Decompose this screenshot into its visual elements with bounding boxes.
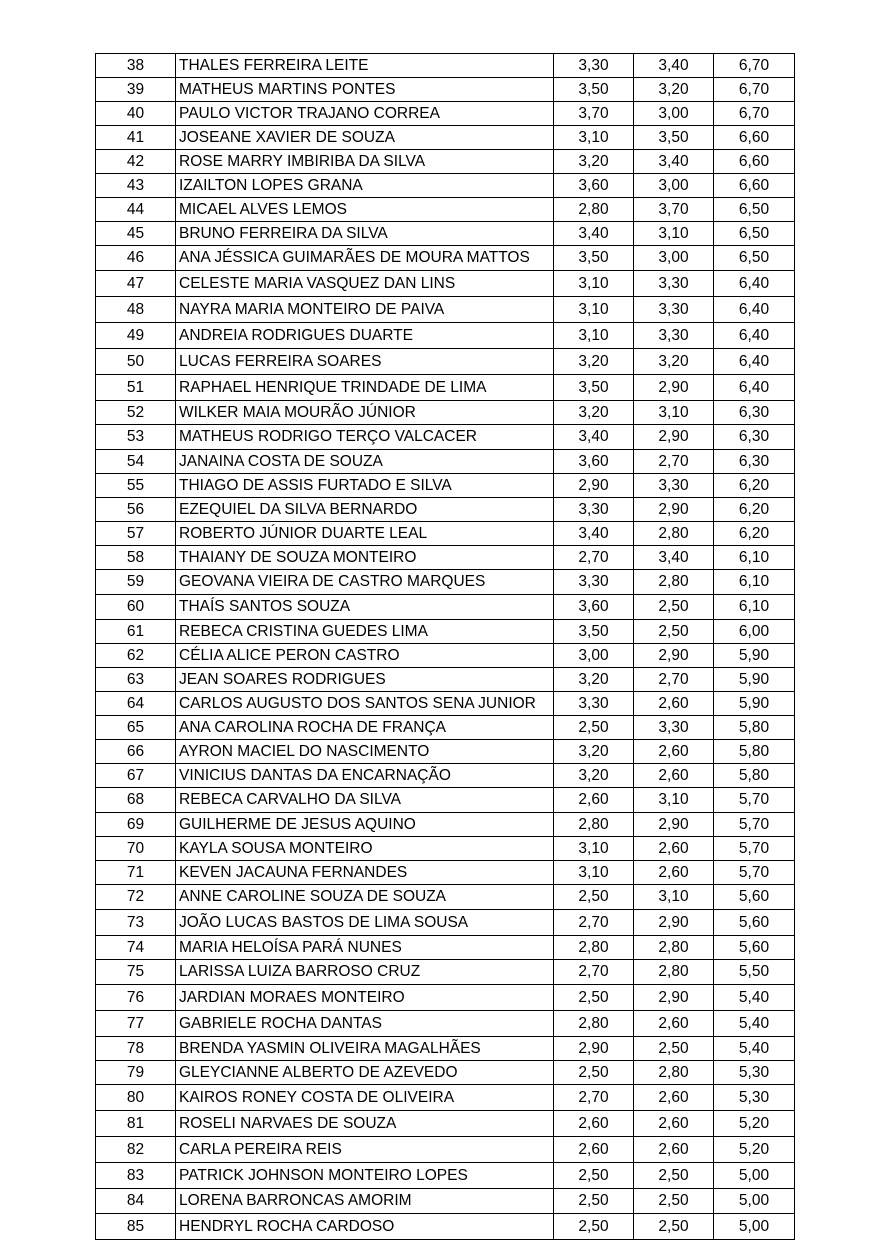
- score-1-cell: 2,80: [554, 198, 634, 222]
- score-2-cell: 2,90: [634, 375, 714, 401]
- name-cell: JEAN SOARES RODRIGUES: [176, 668, 554, 692]
- table-row: [96, 474, 795, 498]
- total-cell: 6,60: [714, 126, 795, 150]
- score-1-cell: 2,50: [554, 885, 634, 910]
- score-2-cell: 2,80: [634, 522, 714, 546]
- total-cell: 6,70: [714, 54, 795, 78]
- score-2-cell: 2,60: [634, 1085, 714, 1111]
- name-cell: CÉLIA ALICE PERON CASTRO: [176, 644, 554, 668]
- score-1-cell: 3,60: [554, 595, 634, 620]
- rank-cell: 81: [96, 1111, 176, 1137]
- score-2-cell: 2,50: [634, 1163, 714, 1189]
- score-1-cell: 3,30: [554, 498, 634, 522]
- total-cell: 6,30: [714, 401, 795, 425]
- score-1-cell: 3,50: [554, 620, 634, 644]
- total-cell: 5,20: [714, 1137, 795, 1163]
- table-row: [96, 546, 795, 570]
- name-cell: LARISSA LUIZA BARROSO CRUZ: [176, 960, 554, 985]
- name-cell: LUCAS FERREIRA SOARES: [176, 349, 554, 375]
- rank-cell: 85: [96, 1214, 176, 1240]
- score-1-cell: 3,00: [554, 644, 634, 668]
- score-2-cell: 2,60: [634, 764, 714, 788]
- total-cell: 6,00: [714, 620, 795, 644]
- name-cell: BRENDA YASMIN OLIVEIRA MAGALHÃES: [176, 1037, 554, 1061]
- total-cell: 5,80: [714, 764, 795, 788]
- score-2-cell: 2,60: [634, 1137, 714, 1163]
- total-cell: 6,40: [714, 323, 795, 349]
- table-row: [96, 54, 795, 78]
- rank-cell: 49: [96, 323, 176, 349]
- score-2-cell: 3,30: [634, 474, 714, 498]
- score-1-cell: 2,80: [554, 813, 634, 837]
- table-row: [96, 985, 795, 1011]
- score-2-cell: 3,00: [634, 102, 714, 126]
- score-2-cell: 2,90: [634, 425, 714, 450]
- total-cell: 5,60: [714, 910, 795, 936]
- total-cell: 5,90: [714, 668, 795, 692]
- rank-cell: 77: [96, 1011, 176, 1037]
- score-2-cell: 3,30: [634, 271, 714, 297]
- score-2-cell: 3,40: [634, 54, 714, 78]
- table-row: [96, 716, 795, 740]
- score-1-cell: 2,60: [554, 788, 634, 813]
- score-1-cell: 2,80: [554, 936, 634, 960]
- score-2-cell: 2,50: [634, 620, 714, 644]
- score-1-cell: 3,60: [554, 450, 634, 474]
- rank-cell: 57: [96, 522, 176, 546]
- score-1-cell: 3,10: [554, 861, 634, 885]
- rank-cell: 65: [96, 716, 176, 740]
- total-cell: 6,50: [714, 198, 795, 222]
- score-2-cell: 2,80: [634, 570, 714, 595]
- name-cell: MARIA HELOÍSA PARÁ NUNES: [176, 936, 554, 960]
- rank-cell: 69: [96, 813, 176, 837]
- rank-cell: 70: [96, 837, 176, 861]
- rank-cell: 83: [96, 1163, 176, 1189]
- score-2-cell: 3,30: [634, 297, 714, 323]
- name-cell: PAULO VICTOR TRAJANO CORREA: [176, 102, 554, 126]
- rank-cell: 79: [96, 1061, 176, 1085]
- score-2-cell: 2,50: [634, 595, 714, 620]
- score-2-cell: 2,50: [634, 1189, 714, 1214]
- score-2-cell: 2,80: [634, 936, 714, 960]
- score-1-cell: 2,70: [554, 960, 634, 985]
- table-row: [96, 1011, 795, 1037]
- score-2-cell: 3,10: [634, 222, 714, 246]
- score-2-cell: 3,10: [634, 885, 714, 910]
- name-cell: RAPHAEL HENRIQUE TRINDADE DE LIMA: [176, 375, 554, 401]
- name-cell: MATHEUS RODRIGO TERÇO VALCACER: [176, 425, 554, 450]
- rank-cell: 60: [96, 595, 176, 620]
- name-cell: JOÃO LUCAS BASTOS DE LIMA SOUSA: [176, 910, 554, 936]
- score-1-cell: 2,70: [554, 546, 634, 570]
- table-row: [96, 813, 795, 837]
- name-cell: KAIROS RONEY COSTA DE OLIVEIRA: [176, 1085, 554, 1111]
- table-row: [96, 1111, 795, 1137]
- total-cell: 6,20: [714, 522, 795, 546]
- total-cell: 5,70: [714, 813, 795, 837]
- rank-cell: 46: [96, 246, 176, 271]
- score-1-cell: 2,90: [554, 1037, 634, 1061]
- rank-cell: 82: [96, 1137, 176, 1163]
- score-1-cell: 3,20: [554, 349, 634, 375]
- total-cell: 6,70: [714, 78, 795, 102]
- score-1-cell: 3,50: [554, 375, 634, 401]
- score-1-cell: 2,50: [554, 716, 634, 740]
- table-row: [96, 910, 795, 936]
- total-cell: 5,80: [714, 716, 795, 740]
- total-cell: 6,20: [714, 498, 795, 522]
- name-cell: GEOVANA VIEIRA DE CASTRO MARQUES: [176, 570, 554, 595]
- table-row: [96, 861, 795, 885]
- table-row: [96, 885, 795, 910]
- name-cell: ROSE MARRY IMBIRIBA DA SILVA: [176, 150, 554, 174]
- rank-cell: 40: [96, 102, 176, 126]
- score-1-cell: 2,50: [554, 985, 634, 1011]
- name-cell: ANNE CAROLINE SOUZA DE SOUZA: [176, 885, 554, 910]
- total-cell: 6,50: [714, 246, 795, 271]
- rank-cell: 71: [96, 861, 176, 885]
- rank-cell: 61: [96, 620, 176, 644]
- score-2-cell: 2,50: [634, 1037, 714, 1061]
- total-cell: 6,40: [714, 271, 795, 297]
- rank-cell: 67: [96, 764, 176, 788]
- table-row: [96, 692, 795, 716]
- total-cell: 6,40: [714, 375, 795, 401]
- table-row: [96, 349, 795, 375]
- table-row: [96, 150, 795, 174]
- rank-cell: 73: [96, 910, 176, 936]
- rank-cell: 64: [96, 692, 176, 716]
- score-1-cell: 3,20: [554, 668, 634, 692]
- score-2-cell: 2,60: [634, 1011, 714, 1037]
- total-cell: 5,90: [714, 644, 795, 668]
- score-1-cell: 3,20: [554, 764, 634, 788]
- table-row: [96, 1189, 795, 1214]
- score-1-cell: 2,80: [554, 1011, 634, 1037]
- score-2-cell: 3,00: [634, 246, 714, 271]
- name-cell: PATRICK JOHNSON MONTEIRO LOPES: [176, 1163, 554, 1189]
- table-row: [96, 102, 795, 126]
- score-1-cell: 3,10: [554, 271, 634, 297]
- name-cell: EZEQUIEL DA SILVA BERNARDO: [176, 498, 554, 522]
- name-cell: CARLOS AUGUSTO DOS SANTOS SENA JUNIOR: [176, 692, 554, 716]
- total-cell: 5,20: [714, 1111, 795, 1137]
- name-cell: GABRIELE ROCHA DANTAS: [176, 1011, 554, 1037]
- total-cell: 6,10: [714, 595, 795, 620]
- name-cell: KAYLA SOUSA MONTEIRO: [176, 837, 554, 861]
- total-cell: 6,10: [714, 570, 795, 595]
- name-cell: CELESTE MARIA VASQUEZ DAN LINS: [176, 271, 554, 297]
- table-row: [96, 764, 795, 788]
- name-cell: THIAGO DE ASSIS FURTADO E SILVA: [176, 474, 554, 498]
- score-2-cell: 2,90: [634, 985, 714, 1011]
- total-cell: 5,60: [714, 885, 795, 910]
- name-cell: REBECA CRISTINA GUEDES LIMA: [176, 620, 554, 644]
- rank-cell: 58: [96, 546, 176, 570]
- rank-cell: 43: [96, 174, 176, 198]
- rank-cell: 38: [96, 54, 176, 78]
- table-row: [96, 323, 795, 349]
- rank-cell: 63: [96, 668, 176, 692]
- name-cell: VINICIUS DANTAS DA ENCARNAÇÃO: [176, 764, 554, 788]
- total-cell: 5,40: [714, 1037, 795, 1061]
- score-2-cell: 2,80: [634, 1061, 714, 1085]
- rank-cell: 74: [96, 936, 176, 960]
- table-row: [96, 522, 795, 546]
- rank-cell: 52: [96, 401, 176, 425]
- name-cell: REBECA CARVALHO DA SILVA: [176, 788, 554, 813]
- rank-cell: 76: [96, 985, 176, 1011]
- score-1-cell: 3,20: [554, 740, 634, 764]
- rank-cell: 59: [96, 570, 176, 595]
- score-2-cell: 3,30: [634, 323, 714, 349]
- table-row: [96, 401, 795, 425]
- score-1-cell: 3,50: [554, 78, 634, 102]
- total-cell: 5,90: [714, 692, 795, 716]
- score-2-cell: 2,80: [634, 960, 714, 985]
- score-2-cell: 3,40: [634, 546, 714, 570]
- total-cell: 5,00: [714, 1189, 795, 1214]
- total-cell: 5,60: [714, 936, 795, 960]
- total-cell: 6,70: [714, 102, 795, 126]
- rank-cell: 48: [96, 297, 176, 323]
- score-2-cell: 2,90: [634, 910, 714, 936]
- name-cell: THAIANY DE SOUZA MONTEIRO: [176, 546, 554, 570]
- rank-cell: 75: [96, 960, 176, 985]
- table-row: [96, 1214, 795, 1240]
- total-cell: 5,30: [714, 1085, 795, 1111]
- total-cell: 6,30: [714, 425, 795, 450]
- name-cell: BRUNO FERREIRA DA SILVA: [176, 222, 554, 246]
- total-cell: 6,60: [714, 174, 795, 198]
- score-1-cell: 3,30: [554, 54, 634, 78]
- table-row: [96, 174, 795, 198]
- total-cell: 5,80: [714, 740, 795, 764]
- rank-cell: 44: [96, 198, 176, 222]
- score-1-cell: 2,50: [554, 1189, 634, 1214]
- rank-cell: 41: [96, 126, 176, 150]
- name-cell: NAYRA MARIA MONTEIRO DE PAIVA: [176, 297, 554, 323]
- table-row: [96, 126, 795, 150]
- score-2-cell: 3,10: [634, 788, 714, 813]
- score-2-cell: 3,70: [634, 198, 714, 222]
- score-1-cell: 3,10: [554, 323, 634, 349]
- table-row: [96, 620, 795, 644]
- rank-cell: 53: [96, 425, 176, 450]
- name-cell: GLEYCIANNE ALBERTO DE AZEVEDO: [176, 1061, 554, 1085]
- table-row: [96, 960, 795, 985]
- table-row: [96, 788, 795, 813]
- score-2-cell: 3,10: [634, 401, 714, 425]
- rank-cell: 62: [96, 644, 176, 668]
- score-2-cell: 2,60: [634, 861, 714, 885]
- total-cell: 6,10: [714, 546, 795, 570]
- score-1-cell: 2,60: [554, 1137, 634, 1163]
- score-1-cell: 2,70: [554, 910, 634, 936]
- results-table-body: [96, 54, 795, 1240]
- name-cell: IZAILTON LOPES GRANA: [176, 174, 554, 198]
- score-2-cell: 2,90: [634, 813, 714, 837]
- rank-cell: 42: [96, 150, 176, 174]
- name-cell: HENDRYL ROCHA CARDOSO: [176, 1214, 554, 1240]
- total-cell: 5,30: [714, 1061, 795, 1085]
- name-cell: THALES FERREIRA LEITE: [176, 54, 554, 78]
- score-2-cell: 2,60: [634, 692, 714, 716]
- total-cell: 5,40: [714, 1011, 795, 1037]
- score-1-cell: 3,60: [554, 174, 634, 198]
- score-1-cell: 2,50: [554, 1061, 634, 1085]
- rank-cell: 66: [96, 740, 176, 764]
- score-1-cell: 3,40: [554, 522, 634, 546]
- score-1-cell: 3,30: [554, 692, 634, 716]
- score-2-cell: 3,20: [634, 349, 714, 375]
- score-2-cell: 2,70: [634, 668, 714, 692]
- score-1-cell: 3,40: [554, 425, 634, 450]
- table-row: [96, 498, 795, 522]
- total-cell: 6,30: [714, 450, 795, 474]
- rank-cell: 47: [96, 271, 176, 297]
- table-row: [96, 297, 795, 323]
- name-cell: ANDREIA RODRIGUES DUARTE: [176, 323, 554, 349]
- score-2-cell: 3,50: [634, 126, 714, 150]
- score-1-cell: 2,50: [554, 1163, 634, 1189]
- score-1-cell: 2,70: [554, 1085, 634, 1111]
- total-cell: 6,20: [714, 474, 795, 498]
- rank-cell: 39: [96, 78, 176, 102]
- table-row: [96, 78, 795, 102]
- total-cell: 6,50: [714, 222, 795, 246]
- name-cell: ROSELI NARVAES DE SOUZA: [176, 1111, 554, 1137]
- table-row: [96, 668, 795, 692]
- score-1-cell: 2,90: [554, 474, 634, 498]
- table-row: [96, 740, 795, 764]
- total-cell: 5,40: [714, 985, 795, 1011]
- rank-cell: 78: [96, 1037, 176, 1061]
- score-1-cell: 3,50: [554, 246, 634, 271]
- table-row: [96, 644, 795, 668]
- name-cell: THAÍS SANTOS SOUZA: [176, 595, 554, 620]
- score-2-cell: 2,60: [634, 1111, 714, 1137]
- table-row: [96, 246, 795, 271]
- score-1-cell: 3,20: [554, 401, 634, 425]
- table-row: [96, 1061, 795, 1085]
- total-cell: 5,70: [714, 861, 795, 885]
- table-row: [96, 936, 795, 960]
- name-cell: MATHEUS MARTINS PONTES: [176, 78, 554, 102]
- table-row: [96, 1163, 795, 1189]
- total-cell: 6,40: [714, 349, 795, 375]
- name-cell: AYRON MACIEL DO NASCIMENTO: [176, 740, 554, 764]
- score-1-cell: 3,30: [554, 570, 634, 595]
- table-row: [96, 595, 795, 620]
- total-cell: 5,70: [714, 788, 795, 813]
- name-cell: JANAINA COSTA DE SOUZA: [176, 450, 554, 474]
- rank-cell: 54: [96, 450, 176, 474]
- total-cell: 5,50: [714, 960, 795, 985]
- score-2-cell: 3,30: [634, 716, 714, 740]
- rank-cell: 51: [96, 375, 176, 401]
- table-row: [96, 1037, 795, 1061]
- score-1-cell: 3,10: [554, 126, 634, 150]
- score-1-cell: 3,40: [554, 222, 634, 246]
- name-cell: ANA CAROLINA ROCHA DE FRANÇA: [176, 716, 554, 740]
- table-row: [96, 375, 795, 401]
- rank-cell: 80: [96, 1085, 176, 1111]
- total-cell: 5,70: [714, 837, 795, 861]
- table-row: [96, 1085, 795, 1111]
- score-1-cell: 3,70: [554, 102, 634, 126]
- score-2-cell: 3,20: [634, 78, 714, 102]
- table-row: [96, 271, 795, 297]
- score-1-cell: 3,20: [554, 150, 634, 174]
- score-2-cell: 3,00: [634, 174, 714, 198]
- score-2-cell: 2,70: [634, 450, 714, 474]
- score-1-cell: 3,10: [554, 837, 634, 861]
- score-2-cell: 2,90: [634, 498, 714, 522]
- results-table: [95, 53, 795, 1240]
- table-row: [96, 837, 795, 861]
- score-2-cell: 2,50: [634, 1214, 714, 1240]
- score-1-cell: 3,10: [554, 297, 634, 323]
- table-row: [96, 1137, 795, 1163]
- score-2-cell: 2,90: [634, 644, 714, 668]
- name-cell: WILKER MAIA MOURÃO JÚNIOR: [176, 401, 554, 425]
- total-cell: 6,60: [714, 150, 795, 174]
- rank-cell: 72: [96, 885, 176, 910]
- name-cell: LORENA BARRONCAS AMORIM: [176, 1189, 554, 1214]
- score-2-cell: 2,60: [634, 837, 714, 861]
- total-cell: 6,40: [714, 297, 795, 323]
- score-1-cell: 2,50: [554, 1214, 634, 1240]
- table-row: [96, 570, 795, 595]
- name-cell: JOSEANE XAVIER DE SOUZA: [176, 126, 554, 150]
- rank-cell: 68: [96, 788, 176, 813]
- name-cell: MICAEL ALVES LEMOS: [176, 198, 554, 222]
- rank-cell: 84: [96, 1189, 176, 1214]
- name-cell: KEVEN JACAUNA FERNANDES: [176, 861, 554, 885]
- table-row: [96, 425, 795, 450]
- score-1-cell: 2,60: [554, 1111, 634, 1137]
- name-cell: ROBERTO JÚNIOR DUARTE LEAL: [176, 522, 554, 546]
- name-cell: CARLA PEREIRA REIS: [176, 1137, 554, 1163]
- rank-cell: 45: [96, 222, 176, 246]
- rank-cell: 50: [96, 349, 176, 375]
- score-2-cell: 2,60: [634, 740, 714, 764]
- rank-cell: 55: [96, 474, 176, 498]
- total-cell: 5,00: [714, 1214, 795, 1240]
- table-row: [96, 222, 795, 246]
- rank-cell: 56: [96, 498, 176, 522]
- name-cell: JARDIAN MORAES MONTEIRO: [176, 985, 554, 1011]
- name-cell: GUILHERME DE JESUS AQUINO: [176, 813, 554, 837]
- table-row: [96, 450, 795, 474]
- total-cell: 5,00: [714, 1163, 795, 1189]
- table-row: [96, 198, 795, 222]
- score-2-cell: 3,40: [634, 150, 714, 174]
- name-cell: ANA JÉSSICA GUIMARÃES DE MOURA MATTOS: [176, 246, 554, 271]
